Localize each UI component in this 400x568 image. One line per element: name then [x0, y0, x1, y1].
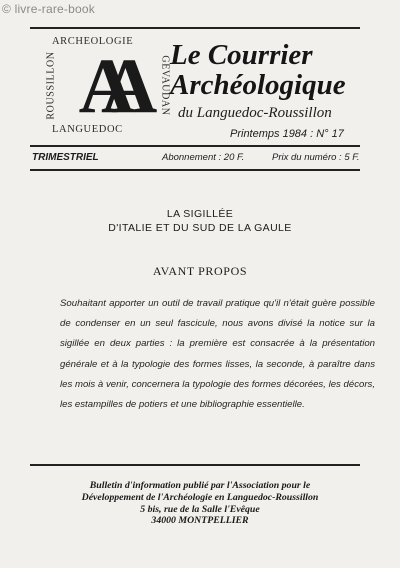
- footer-line2: Développement de l'Archéologie en Languedoc-Roussillon: [81, 491, 319, 503]
- watermark: © livre-rare-book: [2, 2, 95, 16]
- logo: [40, 36, 171, 136]
- footer-rule: [30, 464, 360, 466]
- issue-price: Prix du numéro : 5 F.: [272, 152, 360, 163]
- info-rule-top: [30, 145, 360, 147]
- subscription-price: Abonnement : 20 F.: [162, 152, 245, 163]
- logo-monogram: AA: [78, 42, 124, 129]
- footer: [0, 480, 400, 527]
- article-title-line2: D'ITALIE ET DU SUD DE LA GAULE: [108, 222, 292, 234]
- logo-left-text: ROUSSILLON: [45, 51, 57, 120]
- foreword-paragraph: Souhaitant apporter un outil de travail pratique qu'il n'était guère possible de condenser en un seul fascicule, nous avons divisé la notice sur la sigillée en deux parties : la première est consacrée à la présentation générale et à la typologie des formes lisses, la seconde, à paraître dans les mois à venir, concernera la typologie des formes décorées, les décors, les estampilles de potiers et une bibliographie essentielle.: [60, 298, 375, 411]
- footer-line3: 5 bis, rue de la Salle l'Evêque: [140, 503, 260, 515]
- frequency-label: TRIMESTRIEL: [32, 152, 99, 163]
- masthead-region: du Languedoc-Roussillon: [178, 105, 332, 121]
- info-rule-bottom: [30, 169, 360, 171]
- masthead-title-line2: Archéologique: [170, 69, 346, 101]
- footer-line4: 34000 MONTPELLIER: [151, 515, 249, 527]
- footer-line1: Bulletin d'information publié par l'Association pour le: [89, 480, 311, 491]
- top-rule: [30, 27, 360, 29]
- logo-right-text: GEVAUDAN: [159, 55, 171, 116]
- masthead-title-line1: Le Courrier: [170, 39, 313, 71]
- article-title-line1: LA SIGILLÉE: [166, 208, 234, 220]
- issue-info: Printemps 1984 : N° 17: [230, 128, 344, 140]
- logo-top-text: ARCHEOLOGIE: [52, 36, 134, 47]
- logo-bottom-text: LANGUEDOC: [52, 124, 123, 135]
- section-heading: AVANT PROPOS: [152, 264, 248, 278]
